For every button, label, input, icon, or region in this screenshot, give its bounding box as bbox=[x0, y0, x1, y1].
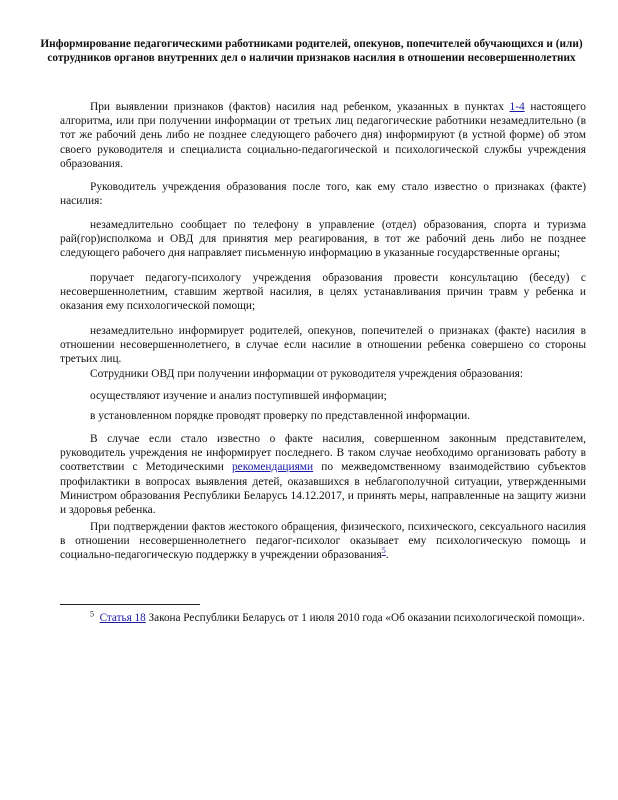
paragraph-8-text: в установленном порядке проводят проверку по представленной информации. bbox=[90, 410, 471, 422]
paragraph-9-text-start: В случае если стало известно о факте насилия, совершенном законным представителем, руководитель учреждения не информирует последнего. В таком случае необходимо организовать работу в соответствии с Методическими bbox=[60, 433, 586, 474]
paragraph-9 bbox=[60, 432, 586, 517]
paragraph-7-text: осуществляют изучение и анализ поступившей информации; bbox=[90, 390, 387, 402]
footnote-number: 5 bbox=[90, 609, 94, 619]
points-link[interactable]: 1-4 bbox=[509, 101, 525, 113]
paragraph-4-text: поручает педагогу-психологу учреждения образования провести консультацию (беседу) с несовершеннолетним, ставшим жертвой насилия, в целях устанавливания причин травм у ребенка и оказания ему психологической помощи; bbox=[60, 272, 586, 313]
footnote-separator bbox=[60, 604, 200, 605]
paragraph-1-text-start: При выявлении признаков (фактов) насилия над ребенком, указанных в пунктах bbox=[90, 101, 510, 113]
paragraph-6-text: Сотрудники ОВД при получении информации от руководителя учреждения образования: bbox=[90, 368, 524, 380]
document-title: Информирование педагогическими работниками родителей, опекунов, попечителей обучающихся и (или) сотрудников органов внутренних дел о наличии признаков насилия в отношении несовершеннолетних bbox=[40, 38, 583, 64]
paragraph-2-text: Руководитель учреждения образования после того, как ему стало известно о признаках (факте) насилия: bbox=[60, 181, 586, 208]
footnote-text: Закона Республики Беларусь от 1 июля 2010 года «Об оказании психологической помощи». bbox=[145, 612, 585, 624]
paragraph-6 bbox=[60, 367, 586, 381]
footnote bbox=[60, 611, 586, 626]
paragraph-10-end: . bbox=[385, 549, 389, 562]
paragraph-3 bbox=[60, 218, 586, 261]
paragraph-10 bbox=[60, 520, 586, 563]
paragraph-5 bbox=[60, 324, 586, 367]
paragraph-2 bbox=[60, 180, 586, 208]
paragraph-7 bbox=[60, 389, 586, 403]
paragraph-5-text: незамедлительно информирует родителей, опекунов, попечителей о признаках (факте) насилия в отношении несовершеннолетнего, в случае если насилие в отношении ребенка совершено со стороны третьих лиц. bbox=[60, 325, 586, 366]
paragraph-9-text-end: по межведомственному взаимодействию субъектов профилактики в вопросах выявления детей, оказавшихся в неблагополучной ситуации, утвержденными Министром образования Республики Беларусь 14.12.2017, и принять меры, направленные на защиту жизни и здоровья ребенка. bbox=[60, 461, 586, 517]
article-18-link[interactable]: Статья 18 bbox=[99, 612, 146, 624]
paragraph-3-text: незамедлительно сообщает по телефону в управление (отдел) образования, спорта и туризма рай(гор)исполкома и ОВД для принятия мер реагирования, в тот же рабочий день либо не позднее следующего рабочего дня направляет письменную информацию в указанные государственные органы; bbox=[60, 219, 586, 260]
paragraph-8 bbox=[60, 409, 586, 423]
recommendations-link[interactable]: рекомендациями bbox=[231, 461, 314, 474]
paragraph-1-text-end: настоящего алгоритма, или при получении информации от третьих лиц педагогические работники незамедлительно (в тот же рабочий день либо не позднее следующего рабочего дня) информируют (в устной форме) об этом своего руководителя и специалиста социально-педагогической и психологической службы учреждения образования. bbox=[60, 101, 586, 170]
footnote-reference-link[interactable]: 5 bbox=[381, 546, 386, 556]
paragraph-4 bbox=[60, 271, 586, 314]
paragraph-1 bbox=[60, 100, 586, 171]
paragraph-10-text: При подтверждении фактов жестокого обращения, физического, психического, сексуального насилия в отношении несовершеннолетнего педагог-психолог оказывает ему психологическую помощь и социально-педагогическую поддержку в учреждении образования bbox=[60, 521, 586, 562]
